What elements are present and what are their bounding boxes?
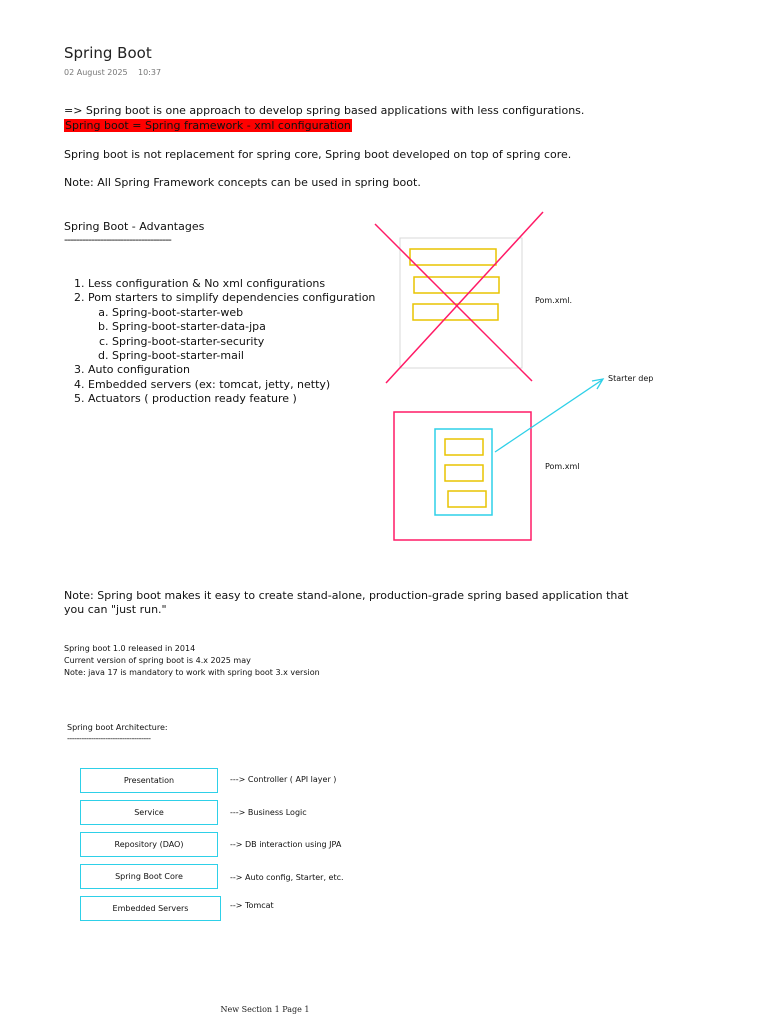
starter-box bbox=[448, 491, 486, 507]
layer-note: ---> Business Logic bbox=[230, 808, 307, 817]
page-date: 02 August 2025 bbox=[64, 68, 128, 77]
intro-highlight: Spring boot = Spring framework - xml configuration bbox=[65, 119, 351, 132]
page-title: Spring Boot bbox=[64, 44, 152, 62]
architecture-heading: Spring boot Architecture: bbox=[67, 723, 168, 732]
list-item-text: Spring-boot-starter-mail bbox=[112, 349, 244, 363]
fact-line: Spring boot 1.0 released in 2014 bbox=[64, 644, 196, 653]
old-dependency-box bbox=[410, 249, 496, 265]
layer-presentation: Presentation bbox=[80, 768, 218, 793]
list-item-text: Pom starters to simplify dependencies configuration bbox=[88, 291, 376, 305]
intro-line-2: Spring boot is not replacement for spring core, Spring boot developed on top of spring core. bbox=[64, 148, 572, 161]
new-pom-frame bbox=[394, 412, 531, 540]
starter-arrowhead bbox=[592, 379, 603, 389]
page-time: 10:37 bbox=[138, 68, 162, 77]
list-item-text: Less configuration & No xml configurations bbox=[88, 277, 326, 290]
layer-note: --> DB interaction using JPA bbox=[230, 840, 342, 849]
list-item-text: Spring-boot-starter-data-jpa bbox=[112, 320, 266, 334]
list-item-text: Spring-boot-starter-web bbox=[112, 305, 244, 319]
list-item-text: Embedded servers (ex: tomcat, jetty, netty) bbox=[88, 377, 331, 391]
pom-label-new: Pom.xml bbox=[545, 462, 580, 471]
layer-note: --> Auto config, Starter, etc. bbox=[230, 873, 344, 882]
layer-embedded-servers: Embedded Servers bbox=[80, 896, 221, 921]
starter-arrow bbox=[495, 380, 602, 452]
note-line-2: you can "just run." bbox=[64, 603, 167, 616]
advantages-heading: Spring Boot - Advantages bbox=[64, 220, 205, 233]
layer-spring-boot-core: Spring Boot Core bbox=[80, 864, 218, 889]
layer-note: --> Tomcat bbox=[230, 901, 274, 910]
intro-line-1: => Spring boot is one approach to develop spring based applications with less configurations. bbox=[64, 104, 585, 117]
old-dependency-box bbox=[414, 277, 499, 293]
list-item-text: Actuators ( production ready feature ) bbox=[88, 392, 297, 406]
list-item-text: Auto configuration bbox=[88, 363, 191, 377]
list-item-text: Spring-boot-starter-security bbox=[112, 334, 265, 348]
cross-line bbox=[375, 224, 532, 381]
layer-note: ---> Controller ( API layer ) bbox=[230, 775, 337, 784]
starter-label: Starter dep bbox=[608, 374, 654, 383]
note-line-1: Note: Spring boot makes it easy to create stand-alone, production-grade spring based application that bbox=[64, 589, 629, 602]
page-footer: New Section 1 Page 1 bbox=[220, 1005, 310, 1014]
advantages-underline: ------------------------------------ bbox=[64, 233, 171, 246]
starter-box bbox=[445, 465, 483, 481]
fact-line: Current version of spring boot is 4.x 2025 may bbox=[64, 656, 251, 665]
layer-repository: Repository (DAO) bbox=[80, 832, 218, 857]
intro-line-3: Note: All Spring Framework concepts can be used in spring boot. bbox=[64, 176, 421, 189]
pom-label-old: Pom.xml. bbox=[535, 296, 573, 305]
fact-line: Note: java 17 is mandatory to work with spring boot 3.x version bbox=[64, 668, 320, 677]
starter-box bbox=[445, 439, 483, 455]
layer-service: Service bbox=[80, 800, 218, 825]
architecture-underline: ----------------------------------- bbox=[67, 734, 151, 743]
